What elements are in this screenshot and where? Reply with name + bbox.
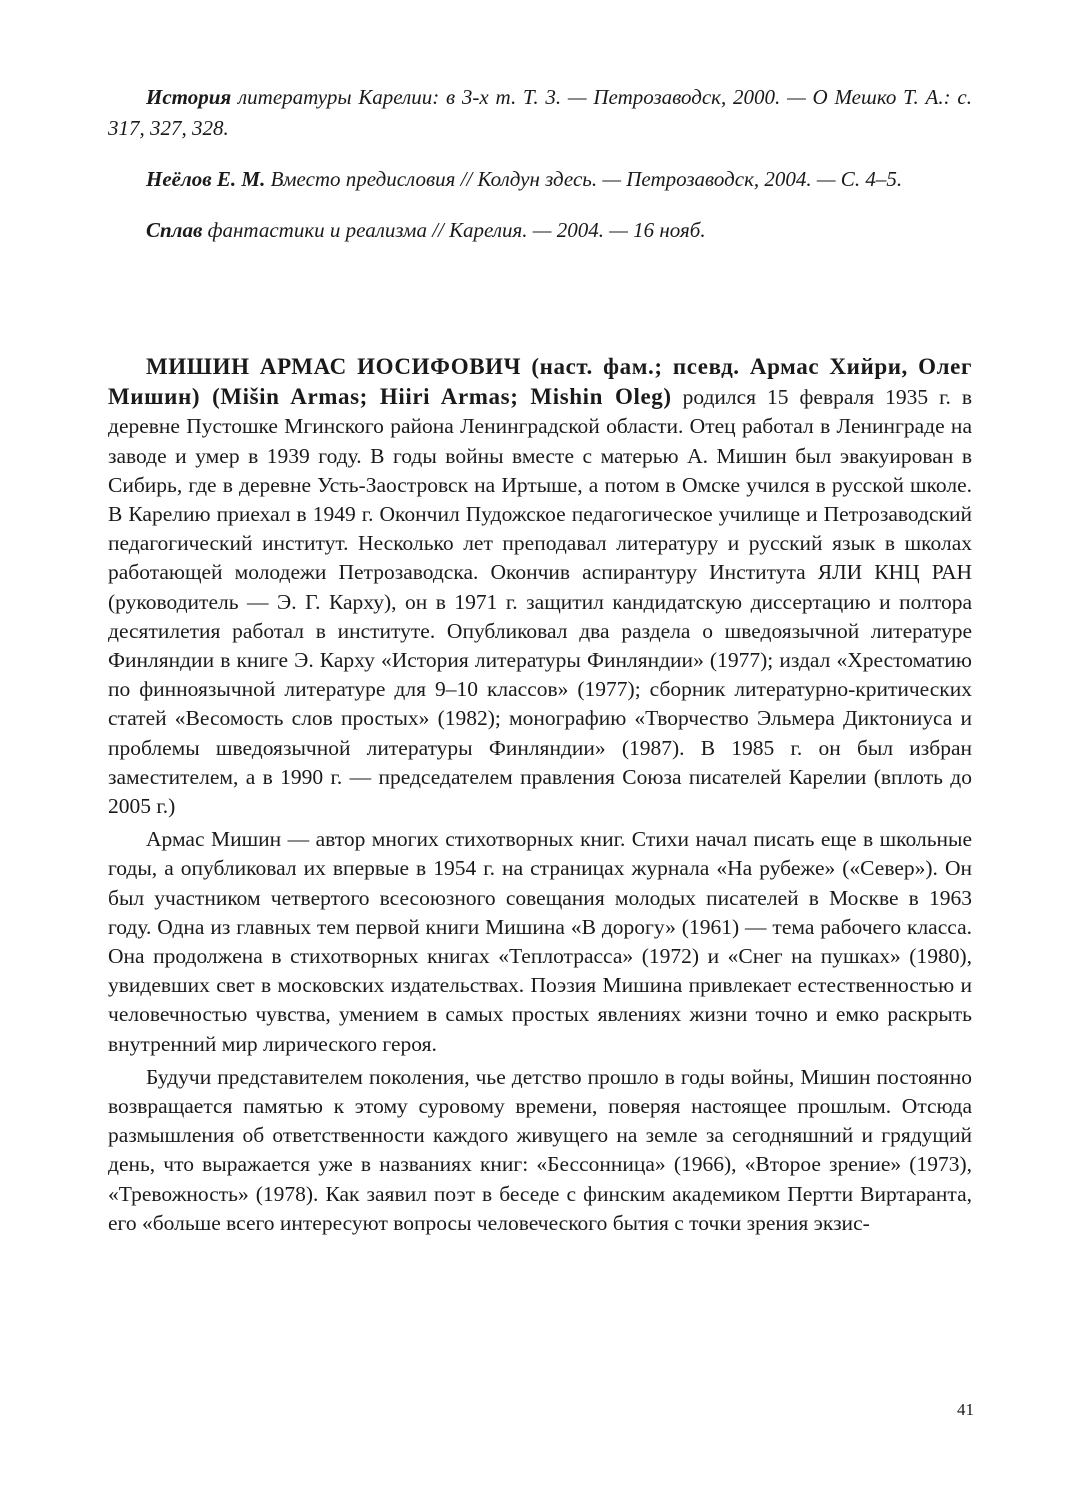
bibliography-entry bbox=[108, 164, 972, 195]
bibliography-list bbox=[108, 82, 972, 266]
bibliography-text: Вместо предисловия // Колдун здесь. — Петрозаводск, 2004. — С. 4–5. bbox=[265, 167, 903, 191]
bibliography-text: литературы Карелии: в 3-х т. Т. 3. — Петрозаводск, 2000. — О Мешко Т. А.: с. 317, 327, 328. bbox=[108, 85, 972, 140]
page-number: 41 bbox=[957, 1400, 974, 1419]
bibliography-author: Неёлов Е. М. bbox=[146, 167, 266, 191]
article-paragraph-text: родился 15 февраля 1935 г. в деревне Пустошке Мгинского района Ленинградской области. Отец работал в Ленинграде на заводе и умер в 1939 году. В годы войны вместе с матерью А. Мишин был эвакуирован в Сибирь, где в деревне Усть-Заостровск на Иртыше, а потом в Омске учился в русской школе. В Карелию приехал в 1949 г. Окончил Пудожское педагогическое училище и Петрозаводский педагогический институт. Несколько лет преподавал литературу и русский язык в школах работающей молодежи Петрозаводска. Окончив аспирантуру Института ЯЛИ КНЦ РАН (руководитель — Э. Г. Карху), он в 1971 г. защитил кандидатскую диссертацию и полтора десятилетия работал в институте. Опубликовал два раздела о шведоязычной литературе Финляндии в книге Э. Карху «История литературы Финляндии» (1977); издал «Хрестоматию по финноязычной литературе для 9–10 классов» (1977); сборник литературно-критических статей «Весомость слов простых» (1982); монографию «Творчество Эльмера Диктониуса и проблемы шведоязычной литературы Финляндии» (1987). В 1985 г. он был избран заместителем, а в 1990 г. — председателем правления Союза писателей Карелии (вплоть до 2005 г.) bbox=[108, 385, 972, 819]
bibliography-entry bbox=[108, 82, 972, 144]
article-paragraph: Будучи представителем поколения, чье детство прошло в годы войны, Мишин постоянно возвращается памятью к этому суровому времени, поверяя настоящее прошлым. Отсюда размышления об ответственности каждого живущего на земле за сегодняшний и грядущий день, что выражается уже в названиях книг: «Бессонница» (1966), «Второе зрение» (1973), «Тревожность» (1978). Как заявил поэт в беседе с финским академиком Пертти Виртаранта, его «больше всего интересуют вопросы человеческого бытия с точки зрения экзис- bbox=[108, 1064, 972, 1235]
bibliography-author: Сплав bbox=[146, 218, 203, 242]
article-heading: МИШИН АРМАС ИОСИФОВИЧ (наст. фам.; псевд. Армас Хийри, Олег Мишин) (Mišin Armas; Hiiri Armas; Mishin Oleg) bbox=[108, 354, 972, 410]
bibliography-author: История bbox=[146, 85, 232, 109]
biography-article bbox=[108, 352, 972, 1242]
bibliography-text: фантастики и реализма // Карелия. — 2004. — 16 нояб. bbox=[202, 218, 706, 242]
bibliography-entry bbox=[108, 215, 972, 246]
article-paragraph: Армас Мишин — автор многих стихотворных книг. Стихи начал писать еще в школьные годы, а опубликовал их впервые в 1954 г. на страницах журнала «На рубеже» («Север»). Он был участником четвертого всесоюзного совещания молодых писателей в Москве в 1963 году. Одна из главных тем первой книги Мишина «В дорогу» (1961) — тема рабочего класса. Она продолжена в стихотворных книгах «Теплотрасса» (1972) и «Снег на пушках» (1980), увидевших свет в московских издательствах. Поэзия Мишина привлекает естественностью и человечностью чувства, умением в самых простых явлениях жизни точно и емко раскрыть внутренний мир лирического героя. bbox=[108, 827, 972, 1056]
article-paragraph bbox=[108, 352, 972, 821]
